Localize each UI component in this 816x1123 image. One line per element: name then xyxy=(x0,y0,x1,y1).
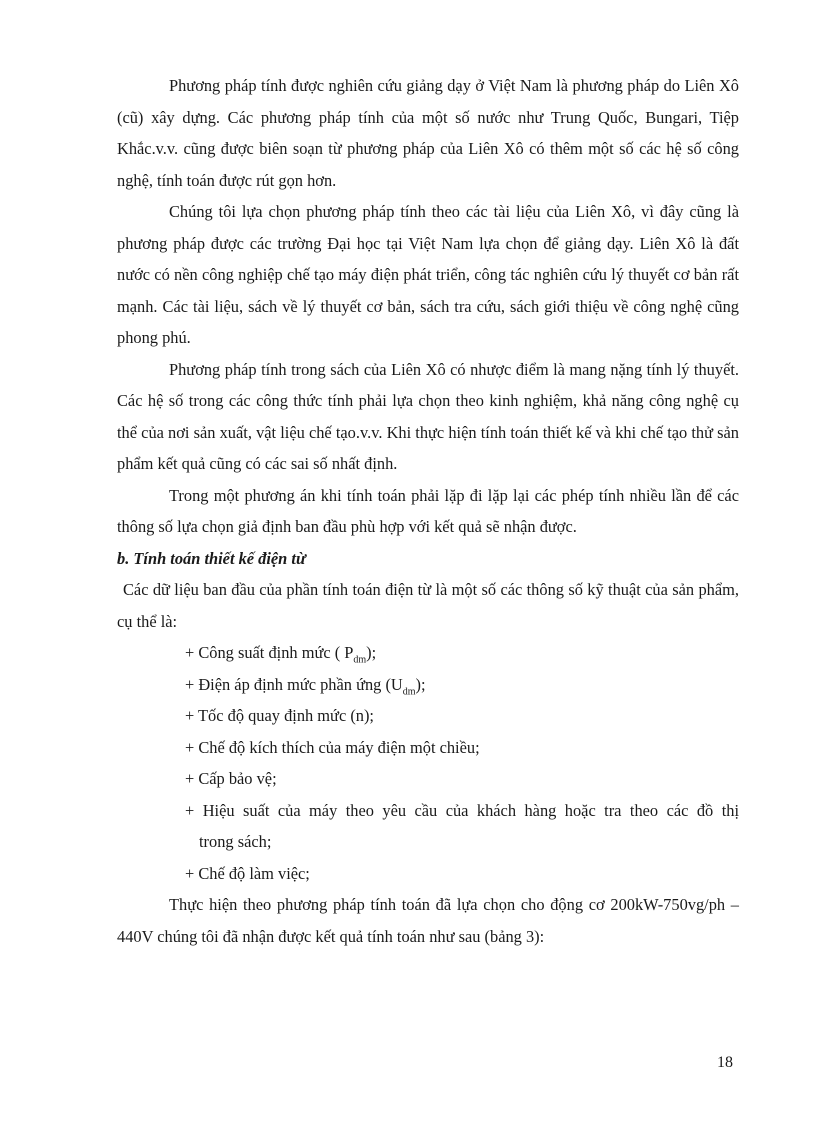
page-number: 18 xyxy=(717,1054,733,1071)
paragraph-input-data: Các dữ liệu ban đầu của phần tính toán điện từ là một số các thông số kỹ thuật của sản phẩm, cụ thể là: xyxy=(117,580,739,631)
list-item-rated-speed: + Tốc độ quay định mức (n); xyxy=(185,706,374,725)
paragraph-method-origin: Phương pháp tính được nghiên cứu giảng dạy ở Việt Nam là phương pháp do Liên Xô (cũ) xây dựng. Các phương pháp tính của một số nước như Trung Quốc, Bungari, Tiệp Khắc.v.v. cũng được biên soạn từ phương pháp của Liên Xô có thêm một số các hệ số công nghệ, tính toán được rút gọn hơn. xyxy=(117,76,739,190)
paragraph-method-drawback: Phương pháp tính trong sách của Liên Xô có nhược điểm là mang nặng tính lý thuyết. Các hệ số trong các công thức tính phải lựa chọn theo kinh nghiệm, khả năng công nghệ cụ thể của nơi sản xuất, vật liệu chế tạo.v.v. Khi thực hiện tính toán thiết kế và khi chế tạo thử sản phẩm kết quả cũng có các sai số nhất định. xyxy=(117,359,739,473)
list-item-operating-mode: + Chế độ làm việc; xyxy=(185,863,310,883)
input-parameter-list xyxy=(117,637,739,889)
list-item-efficiency: + Hiệu suất của máy theo yêu cầu của khách hàng hoặc tra theo các đồ thị xyxy=(185,800,739,820)
list-item-excitation-mode: + Chế độ kích thích của máy điện một chiều; xyxy=(185,737,480,757)
page-body xyxy=(117,70,739,952)
list-item-rated-voltage: + Điện áp định mức phần ứng $(U_{dm})$; xyxy=(185,674,426,697)
paragraph-iteration: Trong một phương án khi tính toán phải lặp đi lặp lại các phép tính nhiều lần để các thông số lựa chọn giả định ban đầu phù hợp với kết quả sẽ nhận được. xyxy=(117,485,739,536)
list-item-protection-class: + Cấp bảo vệ; xyxy=(185,769,277,788)
paragraph-results-intro: Thực hiện theo phương pháp tính toán đã lựa chọn cho động cơ 200kW-750vg/ph – 440V chúng tôi đã nhận được kết quả tính toán như sau (bảng 3): xyxy=(117,895,739,946)
list-item-efficiency-continued: trong sách; xyxy=(199,832,272,851)
list-item-rated-power: + Công suất định mức ( $P_{dm}$); xyxy=(185,643,377,666)
paragraph-method-choice: Chúng tôi lựa chọn phương pháp tính theo các tài liệu của Liên Xô, vì đây cũng là phương pháp được các trường Đại học tại Việt Nam lựa chọn để giảng dạy. Liên Xô là đất nước có nền công nghiệp chế tạo máy điện phát triển, công tác nghiên cứu lý thuyết cơ bản rất mạnh. Các tài liệu, sách về lý thuyết cơ bản, sách tra cứu, sách giới thiệu về công nghệ cũng phong phú. xyxy=(117,202,739,347)
section-heading: b. Tính toán thiết kế điện từ xyxy=(117,548,306,568)
